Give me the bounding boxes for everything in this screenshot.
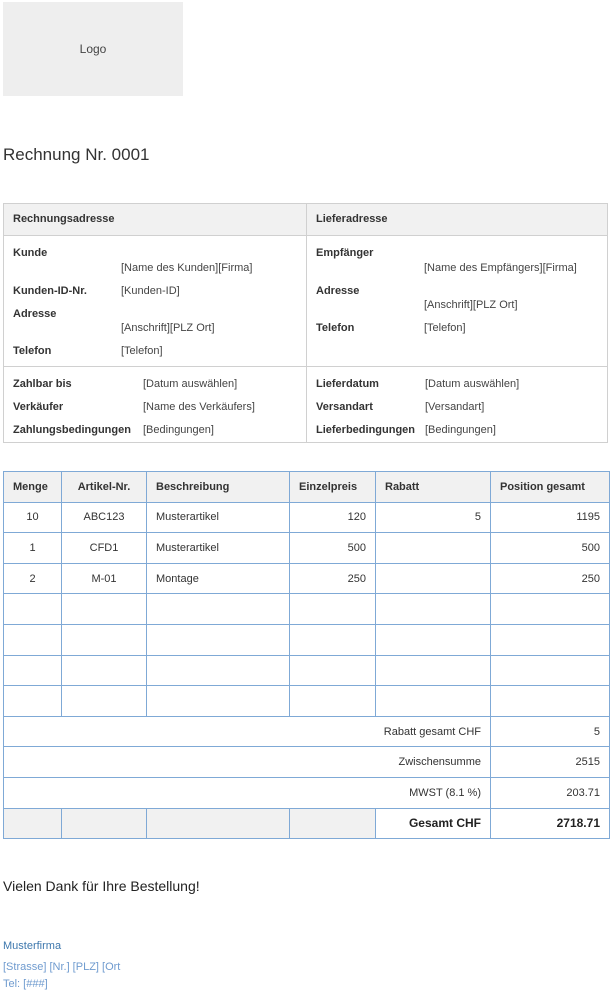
table-row-empty (4, 624, 610, 655)
cell-empty (62, 655, 147, 686)
cell-empty (62, 686, 147, 717)
customer-id-value: [Kunden-ID] (121, 285, 180, 297)
customer-value: [Name des Kunden][Firma] (121, 262, 253, 274)
shipping-method-value: [Versandart] (425, 401, 485, 413)
cell-empty (376, 686, 491, 717)
summary-discount-label: Rabatt gesamt CHF (4, 716, 491, 747)
table-row (4, 502, 610, 533)
cell-description: Musterartikel (147, 533, 290, 564)
cell-empty (147, 624, 290, 655)
total-row (4, 808, 610, 839)
cell-empty (62, 594, 147, 625)
logo-label: Logo (79, 42, 107, 56)
cell-description: Musterartikel (147, 502, 290, 533)
due-date-value: [Datum auswählen] (143, 378, 238, 390)
table-row-empty (4, 686, 610, 717)
billing-heading: Rechnungsadresse (13, 213, 115, 225)
shipping-method-label: Versandart (316, 401, 373, 413)
cell-empty (376, 655, 491, 686)
cell-empty (491, 624, 610, 655)
cell-discount: 5 (376, 502, 491, 533)
table-row (4, 563, 610, 594)
shipping-phone-value: [Telefon] (424, 322, 466, 334)
summary-subtotal-label: Zwischensumme (4, 747, 491, 778)
row-divider (4, 366, 607, 367)
shipping-address-value: [Anschrift][PLZ Ort] (424, 299, 518, 311)
customer-label: Kunde (13, 247, 48, 259)
cell-empty (491, 655, 610, 686)
line-items-table (3, 471, 610, 839)
billing-phone-value: [Telefon] (121, 345, 163, 357)
cell-discount (376, 563, 491, 594)
header-discount: Rabatt (376, 472, 491, 503)
cell-empty (376, 594, 491, 625)
billing-address-value: [Anschrift][PLZ Ort] (121, 322, 215, 334)
shipping-phone-label: Telefon (316, 322, 355, 334)
table-row-empty (4, 655, 610, 686)
table-row (4, 533, 610, 564)
cell-empty (290, 624, 376, 655)
delivery-date-value: [Datum auswählen] (425, 378, 520, 390)
cell-empty (290, 655, 376, 686)
recipient-value: [Name des Empfängers][Firma] (424, 262, 577, 274)
due-date-label: Zahlbar bis (13, 378, 72, 390)
cell-quantity: 1 (4, 533, 62, 564)
invoice-title: Rechnung Nr. 0001 (3, 145, 150, 164)
thank-you-message: Vielen Dank für Ihre Bestellung! (3, 878, 200, 894)
cell-empty (147, 686, 290, 717)
total-label: Gesamt CHF (376, 808, 491, 839)
footer-address: [Strasse] [Nr.] [PLZ] [Ort (3, 961, 121, 973)
cell-discount (376, 533, 491, 564)
footer-company: Musterfirma (3, 940, 62, 952)
cell-empty (491, 594, 610, 625)
column-divider (306, 204, 307, 442)
cell-article-no: M-01 (62, 563, 147, 594)
payment-terms-value: [Bedingungen] (143, 424, 214, 436)
cell-empty (4, 624, 62, 655)
cell-article-no: ABC123 (62, 502, 147, 533)
header-unit-price: Einzelpreis (290, 472, 376, 503)
cell-empty (4, 594, 62, 625)
summary-row-vat (4, 777, 610, 808)
cell-empty (62, 624, 147, 655)
header-description: Beschreibung (147, 472, 290, 503)
delivery-terms-label: Lieferbedingungen (316, 424, 415, 436)
cell-line-total: 1195 (491, 502, 610, 533)
cell-description: Montage (147, 563, 290, 594)
recipient-label: Empfänger (316, 247, 374, 259)
address-section (3, 203, 608, 443)
summary-discount-value: 5 (491, 716, 610, 747)
billing-address-label: Adresse (13, 308, 57, 320)
logo-placeholder (3, 2, 183, 96)
cell-empty (147, 808, 290, 839)
seller-label: Verkäufer (13, 401, 64, 413)
cell-empty (376, 624, 491, 655)
summary-row-discount (4, 716, 610, 747)
shipping-address-label: Adresse (316, 285, 360, 297)
table-row-empty (4, 594, 610, 625)
cell-empty (4, 808, 62, 839)
cell-article-no: CFD1 (62, 533, 147, 564)
cell-empty (62, 808, 147, 839)
delivery-date-label: Lieferdatum (316, 378, 379, 390)
shipping-heading: Lieferadresse (316, 213, 388, 225)
summary-vat-label: MWST (8.1 %) (4, 777, 491, 808)
table-header-row (4, 472, 610, 503)
cell-unit-price: 500 (290, 533, 376, 564)
payment-terms-label: Zahlungsbedingungen (13, 424, 131, 436)
cell-empty (290, 594, 376, 625)
footer-phone: Tel: [###] (3, 978, 48, 990)
header-quantity: Menge (4, 472, 62, 503)
cell-empty (290, 686, 376, 717)
cell-empty (290, 808, 376, 839)
header-article-no: Artikel-Nr. (62, 472, 147, 503)
summary-subtotal-value: 2515 (491, 747, 610, 778)
cell-unit-price: 250 (290, 563, 376, 594)
cell-unit-price: 120 (290, 502, 376, 533)
header-line-total: Position gesamt (491, 472, 610, 503)
delivery-terms-value: [Bedingungen] (425, 424, 496, 436)
cell-line-total: 500 (491, 533, 610, 564)
summary-row-subtotal (4, 747, 610, 778)
billing-phone-label: Telefon (13, 345, 52, 357)
cell-quantity: 2 (4, 563, 62, 594)
cell-empty (4, 686, 62, 717)
cell-quantity: 10 (4, 502, 62, 533)
customer-id-label: Kunden-ID-Nr. (13, 285, 87, 297)
summary-vat-value: 203.71 (491, 777, 610, 808)
seller-value: [Name des Verkäufers] (143, 401, 255, 413)
cell-empty (491, 686, 610, 717)
cell-line-total: 250 (491, 563, 610, 594)
cell-empty (147, 655, 290, 686)
cell-empty (147, 594, 290, 625)
cell-empty (4, 655, 62, 686)
total-value: 2718.71 (491, 808, 610, 839)
